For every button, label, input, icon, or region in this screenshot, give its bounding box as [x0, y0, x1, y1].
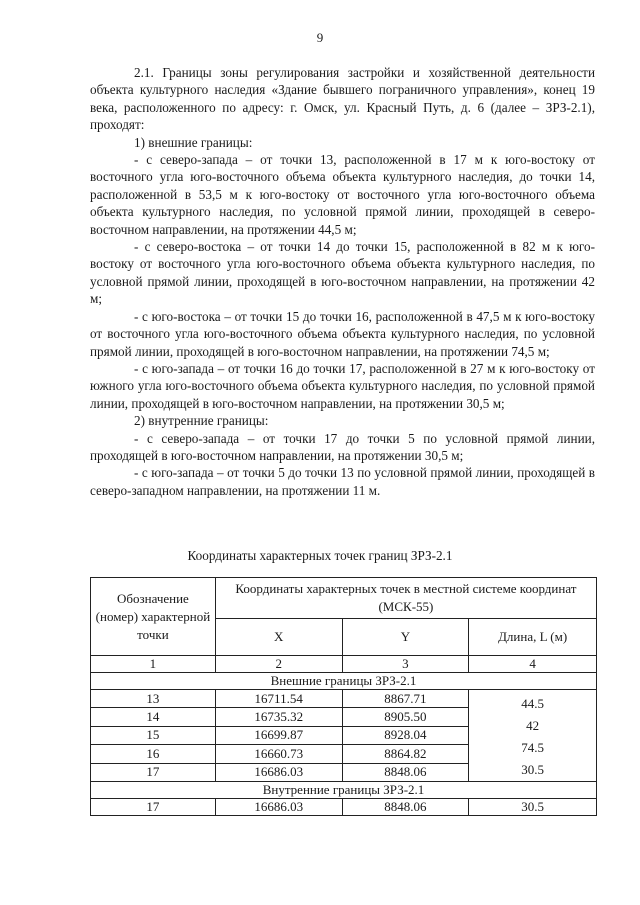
y-cell: 8848.06 — [342, 799, 469, 816]
column-number: 1 — [91, 656, 216, 673]
y-cell: 8864.82 — [342, 745, 469, 763]
section-inner-title: Внутренние границы ЗРЗ-2.1 — [91, 782, 597, 799]
x-cell: 16711.54 — [215, 690, 342, 708]
column-number-row — [91, 656, 597, 673]
x-cell: 16660.73 — [215, 745, 342, 763]
point-cell: 14 — [91, 708, 216, 726]
body-text — [90, 64, 595, 499]
x-cell: 16686.03 — [215, 799, 342, 816]
x-cell: 16699.87 — [215, 726, 342, 744]
table-caption: Координаты характерных точек границ ЗРЗ-2.1 — [187, 548, 453, 563]
point-cell: 17 — [91, 799, 216, 816]
length-cell — [469, 690, 597, 782]
length-value: 42 — [526, 718, 540, 733]
point-cell: 13 — [91, 690, 216, 708]
length-value: 74.5 — [521, 740, 544, 755]
section-outer-title: Внешние границы ЗРЗ-2.1 — [91, 673, 597, 690]
point-cell: 16 — [91, 745, 216, 763]
header-x: X — [215, 619, 342, 656]
paragraph-southeast: - с юго-востока – от точки 15 до точки 16, расположенной в 47,5 м к юго-востоку от восточного угла юго-восточного объема объекта культурного наследия, по условной прямой линии, проходящей в юго-восточном направлении, на протяжении 74,5 м; — [90, 308, 595, 359]
length-value: 44.5 — [521, 696, 544, 711]
y-cell: 8848.06 — [342, 763, 469, 781]
column-number: 2 — [215, 656, 342, 673]
paragraph-northwest: - с северо-запада – от точки 13, расположенной в 17 м к юго-востоку от восточного угла юго-восточного объема объекта культурного наследия, до точки 14, расположенной в 53,5 м к юго-востоку от восточного угла юго-восточного объема объекта культурного наследия, по условной прямой линии, проходящей в северо-восточном направлении, на протяжении 44,5 м; — [90, 152, 595, 237]
page-number: 9 — [316, 30, 324, 45]
coordinates-table — [90, 577, 597, 816]
point-cell: 15 — [91, 726, 216, 744]
paragraph-southwest: - с юго-запада – от точки 16 до точки 17, расположенной в 27 м к юго-востоку от южного угла юго-восточного объема объекта культурного наследия, по условной прямой линии, проходящей в юго-восточном направлении, на протяжении 30,5 м; — [90, 360, 595, 411]
header-coords: Координаты характерных точек в местной системе координат (МСК-55) — [215, 578, 596, 619]
paragraph-inner-heading: 2) внутренние границы: — [134, 413, 269, 429]
y-cell: 8867.71 — [342, 690, 469, 708]
x-cell: 16686.03 — [215, 763, 342, 781]
point-cell: 17 — [91, 763, 216, 781]
column-number: 4 — [469, 656, 597, 673]
paragraph-northeast: - с северо-востока – от точки 14 до точки 15, расположенной в 82 м к юго-востоку от восточного угла юго-восточного объема объекта культурного наследия, по условной прямой линии, проходящей в юго-восточном направлении, на протяжении 42 м; — [90, 239, 595, 307]
paragraph-outer-heading: 1) внешние границы: — [134, 134, 253, 150]
y-cell: 8905.50 — [342, 708, 469, 726]
header-length: Длина, L (м) — [469, 619, 597, 656]
paragraph-inner-northwest: - с северо-запада – от точки 17 до точки 5 по условной прямой линии, проходящей в юго-восточном направлении, на протяжении 30,5 м; — [90, 430, 595, 463]
table-row — [91, 690, 597, 708]
length-value: 30.5 — [521, 762, 544, 777]
length-cell: 30.5 — [469, 799, 597, 816]
header-y: Y — [342, 619, 469, 656]
x-cell: 16735.32 — [215, 708, 342, 726]
y-cell: 8928.04 — [342, 726, 469, 744]
paragraph-inner-southwest: - с юго-запада – от точки 5 до точки 13 по условной прямой линии, проходящей в северо-западном направлении, на протяжении 11 м. — [90, 465, 595, 498]
paragraph-intro: 2.1. Границы зоны регулирования застройки и хозяйственной деятельности объекта культурного наследия «Здание бывшего пограничного управления», конец 19 века, расположенного по адресу: г. Омск, ул. Красный Путь, д. 6 (далее – ЗРЗ-2.1), проходят: — [90, 65, 595, 133]
table-row — [91, 799, 597, 816]
column-number: 3 — [342, 656, 469, 673]
header-point: Обозначение (номер) характерной точки — [91, 578, 216, 656]
